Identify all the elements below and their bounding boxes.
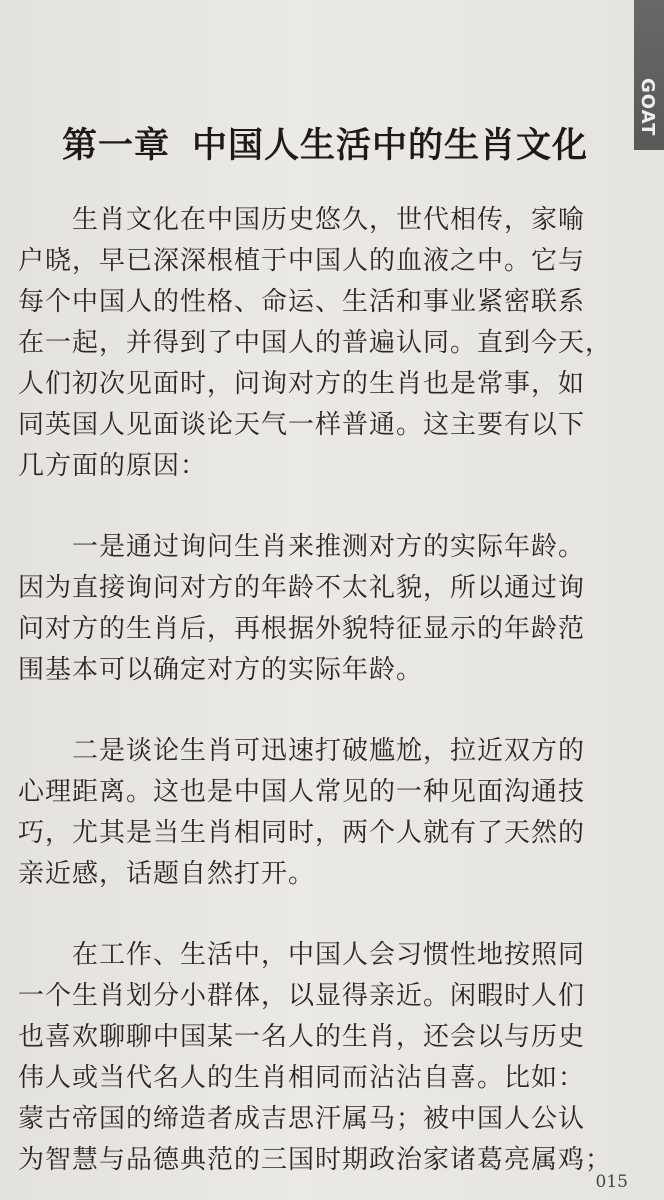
text-line: 一是通过询问生肖来推测对方的实际年龄。	[18, 532, 586, 562]
text-line: 伟人或当代名人的生肖相同而沾沾自喜。比如：	[18, 1063, 586, 1093]
chapter-heading	[62, 118, 622, 168]
chapter-number: 第一章	[62, 126, 171, 166]
text-line: 人们初次见面时，问询对方的生肖也是常事，如	[18, 369, 586, 399]
text-line: 几方面的原因：	[18, 451, 208, 481]
paragraph-1	[18, 200, 618, 487]
text-line: 巧，尤其是当生肖相同时，两个人就有了天然的	[18, 818, 586, 848]
text-line: 在工作、生活中，中国人会习惯性地按照同	[18, 940, 586, 970]
text-line: 户晓，早已深深根植于中国人的血液之中。它与	[18, 246, 586, 276]
paragraph-2	[18, 527, 618, 691]
text-line: 一个生肖划分小群体，以显得亲近。闲暇时人们	[18, 981, 586, 1011]
text-line: 心理距离。这也是中国人常见的一种见面沟通技	[18, 777, 586, 807]
chapter-title: 中国人生活中的生肖文化	[192, 126, 589, 166]
text-line: 亲近感，话题自然打开。	[18, 859, 316, 889]
text-line: 因为直接询问对方的年龄不太礼貌，所以通过询	[18, 573, 586, 603]
text-line: 每个中国人的性格、命运、生活和事业紧密联系	[18, 287, 586, 317]
text-line: 问对方的生肖后，再根据外貌特征显示的年龄范	[18, 614, 586, 644]
text-line: 围基本可以确定对方的实际年龄。	[18, 655, 424, 685]
side-tab	[634, 0, 664, 150]
body-text	[18, 200, 618, 1181]
text-line: 也喜欢聊聊中国某一名人的生肖，还会以与历史	[18, 1022, 586, 1052]
text-line: 同英国人见面谈论天气一样普通。这主要有以下	[18, 410, 586, 440]
text-line: 二是谈论生肖可迅速打破尴尬，拉近双方的	[18, 736, 586, 766]
paragraph-3	[18, 731, 618, 895]
text-line: 为智慧与品德典范的三国时期政治家诸葛亮属鸡；	[18, 1145, 613, 1175]
page-number: 015	[595, 1172, 628, 1192]
side-tab-label: GOAT	[637, 78, 658, 137]
text-line: 生肖文化在中国历史悠久，世代相传，家喻	[18, 205, 586, 235]
paragraph-4	[18, 935, 618, 1181]
text-line: 在一起，并得到了中国人的普遍认同。直到今天，	[18, 328, 613, 358]
text-line: 蒙古帝国的缔造者成吉思汗属马；被中国人公认	[18, 1104, 586, 1134]
